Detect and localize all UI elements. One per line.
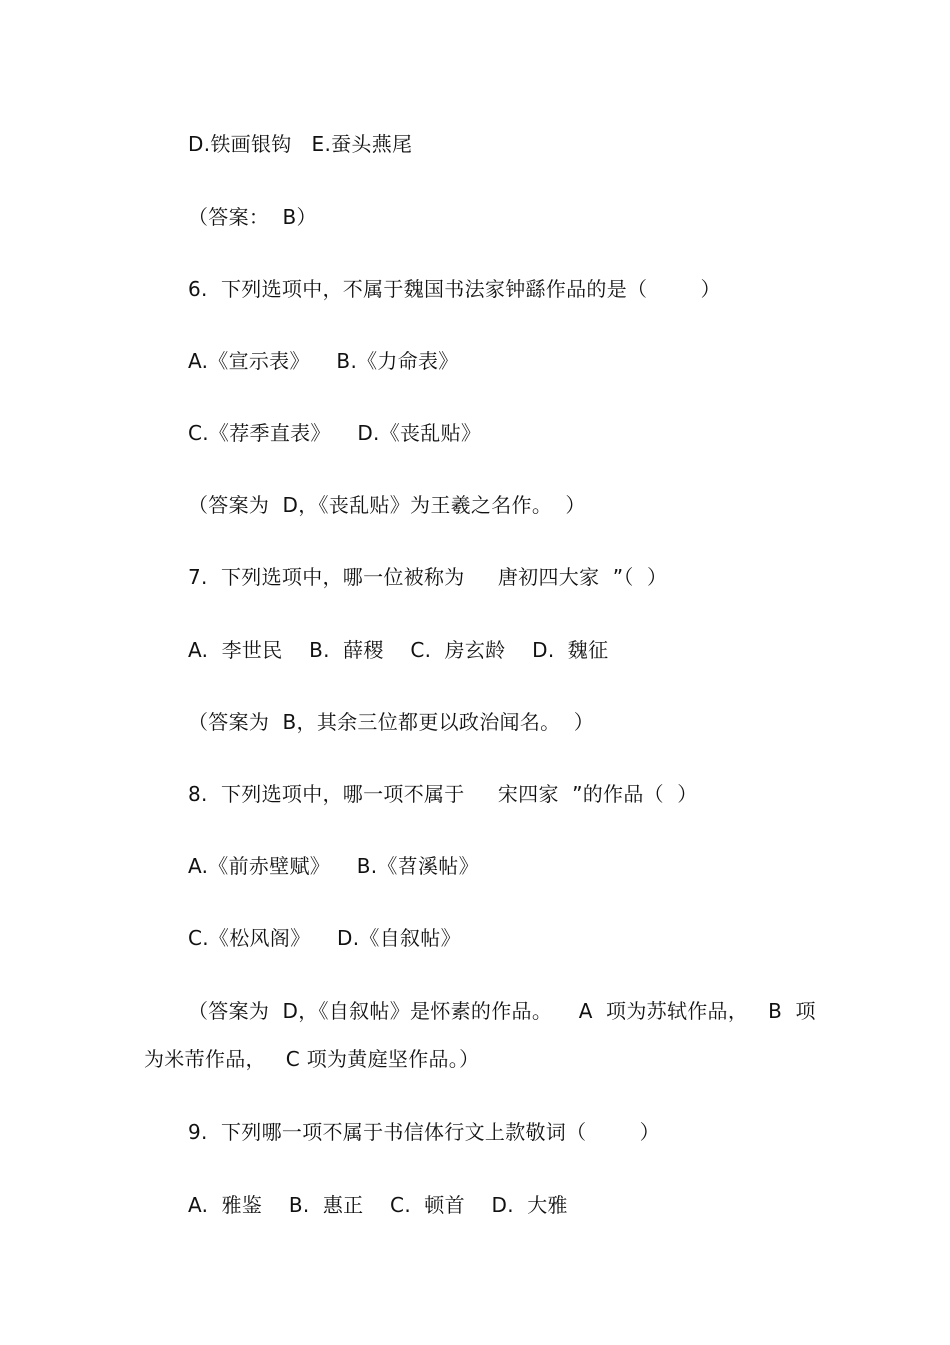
question-8: 8. 下列选项中，哪一项不属于 宋四家 ”的作品（ ）: [188, 782, 698, 806]
question-7: 7. 下列选项中，哪一位被称为 唐初四大家 ”（ ）: [188, 565, 668, 589]
question-6-options-cd: C.《荐季直表》 D.《丧乱贴》: [188, 421, 482, 445]
question-8-options-cd: C.《松风阁》 D.《自叙帖》: [188, 926, 461, 950]
question-9-options: A. 雅鉴 B. 惠正 C. 顿首 D. 大雅: [188, 1193, 568, 1217]
answer-line-6: （答案为 D，《丧乱贴》为王羲之名作。 ）: [188, 493, 586, 517]
answer-line-5: （答案： B）: [188, 205, 317, 229]
answer-line-7: （答案为 B，其余三位都更以政治闻名。 ）: [188, 710, 595, 734]
question-9: 9. 下列哪一项不属于书信体行文上款敬词（ ）: [188, 1120, 660, 1144]
answer-line-8-continued: 为米芾作品， C 项为黄庭坚作品。）: [144, 1047, 480, 1071]
option-line-d-e: D.铁画银钩 E.蚕头燕尾: [188, 132, 413, 156]
question-8-options-ab: A.《前赤壁赋》 B.《苕溪帖》: [188, 854, 479, 878]
question-7-options: A. 李世民 B. 薛稷 C. 房玄龄 D. 魏征: [188, 638, 609, 662]
question-6: 6. 下列选项中，不属于魏国书法家钟繇作品的是（ ）: [188, 277, 721, 301]
question-6-options-ab: A.《宣示表》 B.《力命表》: [188, 349, 459, 373]
answer-line-8: （答案为 D，《自叙帖》是怀素的作品。 A 项为苏轼作品， B 项: [188, 999, 816, 1023]
